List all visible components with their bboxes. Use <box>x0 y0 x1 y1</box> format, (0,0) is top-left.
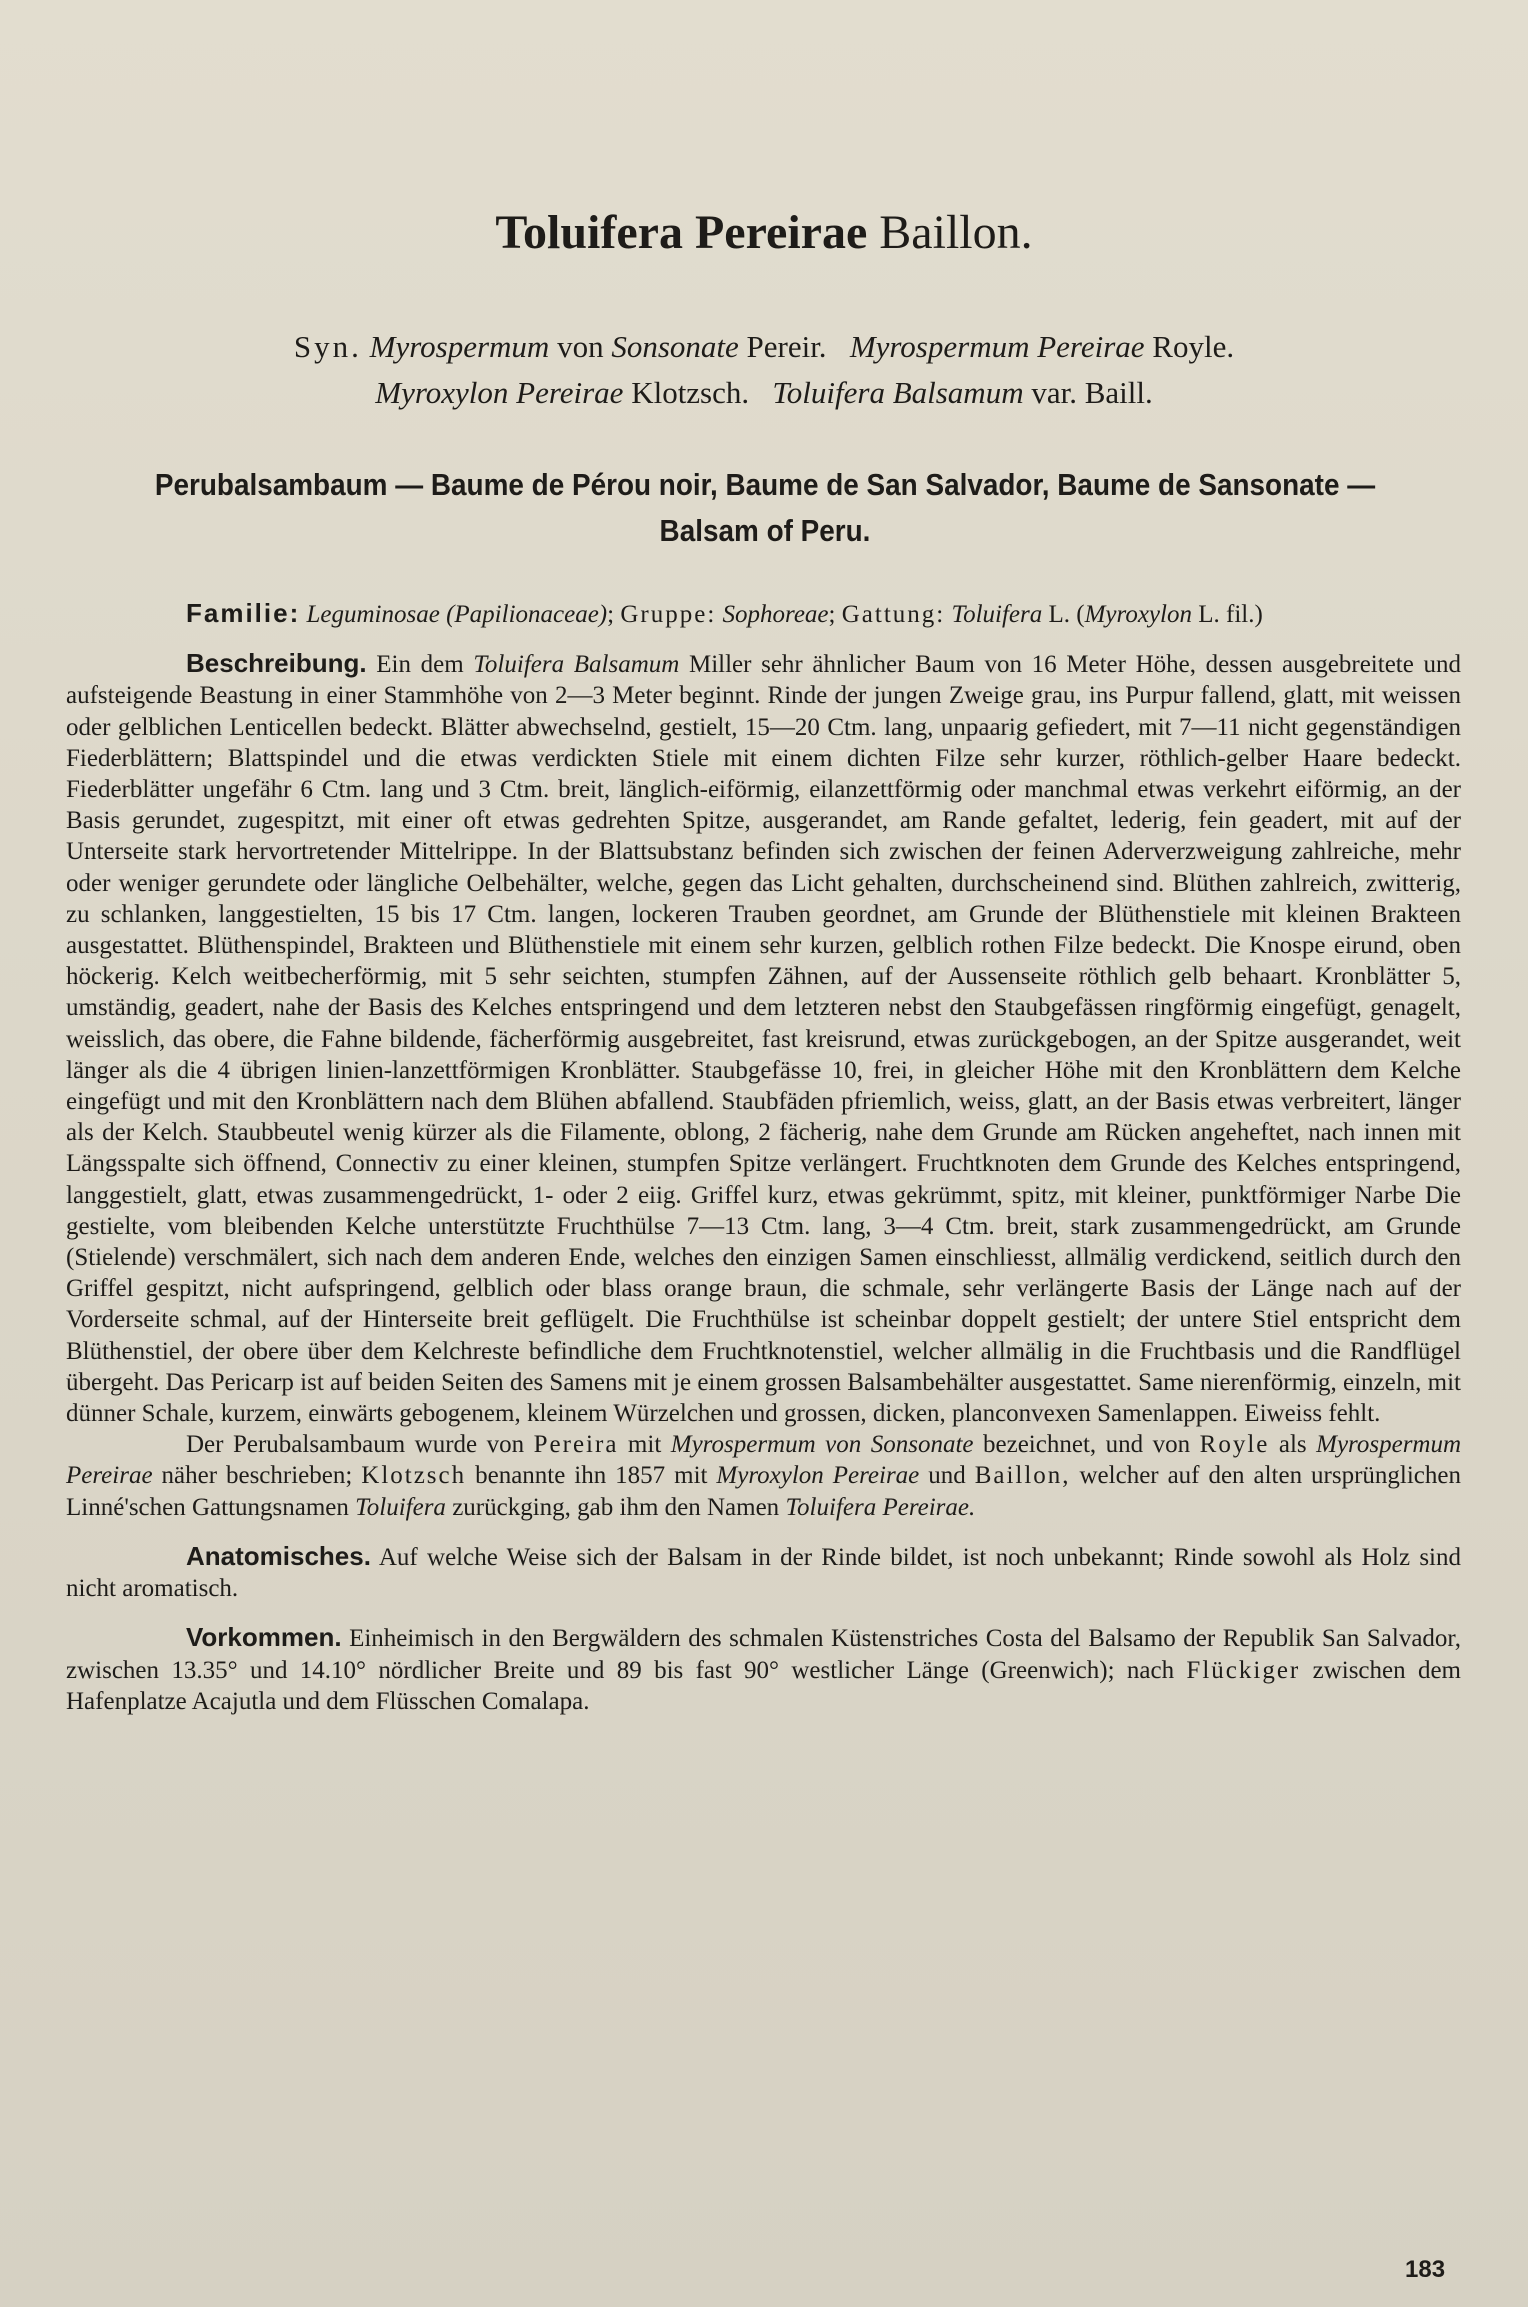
synonym-1-author: Pereir. <box>746 329 827 364</box>
naming-text-5: näher beschrieben; <box>161 1462 353 1490</box>
naming-taxon-3: Myroxylon Pereirae <box>716 1462 920 1490</box>
naming-person-1: Pereira <box>533 1431 619 1459</box>
naming-text-3: bezeichnet, und von <box>983 1431 1191 1459</box>
beschreibung-text: Miller sehr ähnlicher Baum von 16 Meter Höhe, dessen ausgebreitete und aufsteigende Beastung in einer Stammhöhe von 2—3 Meter beginnt. Rinde der jungen Zweige grau, ins Purpur fallend, glatt, mit weissen oder gelblichen Lenticellen bedeckt. Blätter abwechselnd, gestielt, 15—20 Ctm. lang, unpaarig gefiedert, mit 7—11 nicht gegenständigen Fiederblättern; Blattspindel und die etwas verdickten Stiele mit einem dichten Filze sehr kurzer, röthlich-gelber Haare bedeckt. Fiederblätter ungefähr 6 Ctm. lang und 3 Ctm. breit, länglich-eiförmig, eilanzettförmig oder manchmal etwas verkehrt eiförmig, an der Basis gerundet, zugespitzt, mit einer oft etwas gedrehten Spitze, ausgerandet, am Rande gefaltet, lederig, fein geadert, mit auf der Unterseite stark hervortretender Mittelrippe. In der Blattsubstanz befinden sich zwischen der feinen Aderverzweigung zahlreiche, mehr oder weniger gerundete oder längliche Oelbehälter, welche, gegen das Licht gehalten, durchscheinend sind. Blüthen zahlreich, zwitterig, zu schlanken, langgestielten, 15 bis 17 Ctm. langen, lockeren Trauben geordnet, am Grunde der Blüthenstiele mit kleinen Brakteen ausgestattet. Blüthenspindel, Brakteen und Blüthenstiele mit einem sehr kurzen, gelblich rothen Filze bedeckt. Die Knospe eirund, oben höckerig. Kelch weitbecherförmig, mit 5 sehr seichten, stumpfen Zähnen, auf der Aussenseite röthlich gelb behaart. Kronblätter 5, umständig, geadert, nahe der Basis des Kelches entspringend und dem letzteren nebst den Staubgefässen ringförmig eingefügt, genagelt, weisslich, das obere, die Fahne bildende, fächerförmig ausgebreitet, fast kreisrund, etwas zurückgebogen, an der Spitze ausgerandet, weit länger als die 4 übrigen linien-lanzettförmigen Kronblätter. Staubgefässe 10, frei, in gleicher Höhe mit den Kronblättern dem Kelche eingefügt und mit den Kronblättern nach dem Blühen abfallend. Staubfäden pfriemlich, weiss, glatt, an der Basis etwas verbreitert, länger als der Kelch. Staubbeutel wenig kürzer als die Filamente, oblong, 2 fächerig, nahe dem Grunde am Rücken angeheftet, nach innen mit Längsspalte sich öffnend, Connectiv zu einer kleinen, stumpfen Spitze verlängert. Fruchtknoten dem Grunde des Kelches entspringend, langgestielt, glatt, etwas zusammengedrückt, 1- oder 2 eiig. Griffel kurz, etwas gekrümmt, spitz, mit kleiner, punktförmiger Narbe Die gestielte, vom bleibenden Kelche unterstützte Fruchthülse 7—13 Ctm. lang, 3—4 Ctm. breit, stark zusammengedrückt, am Grunde (Stielende) verschmälert, sich nach dem anderen Ende, welches den einzigen Samen einschliesst, allmälig verdickend, seitlich durch den Griffel gespitzt, nicht aufspringend, gelblich oder blass orange braun, die schmale, sehr verlängerte Basis der Länge nach auf der Vorderseite schmal, auf der Hinterseite breit geflügelt. Die Fruchthülse ist scheinbar doppelt gestielt; der untere Stiel entspricht dem Blüthenstiel, der obere über dem Kelchreste befindliche dem Fruchtknotenstiel, welcher allmälig in die Fruchtbasis und die Randflügel übergeht. Das Pericarp ist auf beiden Seiten des Samens mit je einem grossen Balsambehälter ausgestattet. Same nierenförmig, einzeln, mit dünner Schale, kurzem, einwärts gebogenem, kleinem Würzelchen und grossen, dicken, planconvexen Samenlappen. Eiweiss fehlt. <box>66 651 1461 1428</box>
anatomisches-paragraph <box>66 1541 1461 1604</box>
familie-paragraph: Familie: Leguminosae (Papilionaceae); Gruppe: Sophoreae; Gattung: Toluifera L. (Myroxylon L. fil.) <box>186 598 1263 628</box>
naming-text-1: Der Perubalsambaum wurde von <box>186 1431 525 1459</box>
naming-text-9: zurückging, gab ihm den Namen <box>452 1493 780 1521</box>
familie-label: Familie: <box>186 598 301 628</box>
synonym-1-von: von <box>557 329 604 364</box>
naming-text-2: mit <box>627 1431 662 1459</box>
synonym-3: Myroxylon Pereirae <box>375 375 624 410</box>
naming-text-8: welcher auf den alten ursprünglichen Linné'schen Gattungsnamen <box>66 1462 1461 1521</box>
species-author: Baillon. <box>879 206 1033 259</box>
naming-person-3: Klotzsch <box>361 1462 467 1490</box>
syn-prefix: Syn. <box>293 329 362 364</box>
synonym-4-author: var. Baill. <box>1031 375 1153 410</box>
naming-paragraph <box>66 1429 1461 1523</box>
vorkommen-text-1: Einheimisch in den Bergwäldern des schmalen Küstenstriches Costa del Balsamo der Republik San Salvador, zwischen 13.35° und 14.10° nördlicher Breite und 89 bis fast 90° westlicher Länge (Greenwich); nach <box>66 1625 1461 1684</box>
familie-subfamily: (Papilionaceae) <box>446 601 608 628</box>
synonym-3-author: Klotzsch. <box>631 375 750 410</box>
beschreibung-intro: Ein dem <box>376 651 464 679</box>
naming-taxon-4: Toluifera <box>355 1493 446 1521</box>
beschreibung-species: Toluifera Balsamum <box>473 651 680 679</box>
vorkommen-paragraph <box>66 1622 1461 1717</box>
page-title <box>0 205 1528 260</box>
synonym-4: Toluifera Balsamum <box>772 375 1024 410</box>
gruppe-label: Gruppe: <box>620 601 717 628</box>
naming-person-2: Royle <box>1199 1431 1270 1459</box>
beschreibung-paragraph <box>66 648 1461 1429</box>
synonym-2: Myrospermum Pereirae <box>849 329 1145 364</box>
page-number: 183 <box>1405 2256 1446 2283</box>
gattung-alt-author: L. fil.) <box>1198 601 1263 628</box>
familie-family: Leguminosae <box>306 601 440 628</box>
gattung-name: Toluifera <box>951 601 1043 628</box>
vorkommen-label: Vorkommen. <box>186 1622 342 1653</box>
anatomisches-label: Anatomisches. <box>186 1540 371 1571</box>
common-names-heading <box>131 462 1400 554</box>
naming-taxon-1: Myrospermum von Sonsonate <box>670 1431 974 1459</box>
anatomisches-text: Auf welche Weise sich der Balsam in der Rinde bildet, ist noch unbekannt; Rinde sowohl als Holz sind nicht aromatisch. <box>66 1543 1461 1603</box>
gruppe-name: Sophoreae <box>722 601 829 628</box>
synonym-1: Myrospermum <box>369 329 550 364</box>
common-names-line-2: Balsam of Peru. <box>659 513 871 548</box>
naming-text-6: benannte ihn 1857 mit <box>475 1462 708 1490</box>
naming-taxon-5: Toluifera Pereirae. <box>785 1493 976 1521</box>
body-text <box>66 598 1461 1717</box>
synonyms-line-2 <box>0 371 1528 415</box>
synonyms-line-1 <box>0 325 1528 369</box>
gattung-label: Gattung: <box>841 601 946 628</box>
naming-taxon-2: Myrospermum Pereirae <box>66 1431 1462 1490</box>
vorkommen-text-2: zwischen dem Hafenplatze Acajutla und dem Flüsschen Comalapa. <box>66 1656 1461 1715</box>
naming-text-7: und <box>928 1462 966 1490</box>
synonym-1-place: Sonsonate <box>611 329 739 364</box>
synonym-2-author: Royle. <box>1152 329 1235 364</box>
gattung-author: L. ( <box>1048 601 1085 628</box>
naming-person-4: Baillon, <box>974 1462 1071 1490</box>
naming-text-4: als <box>1278 1431 1307 1459</box>
vorkommen-person: Flückiger <box>1186 1656 1301 1684</box>
gattung-alt: Myroxylon <box>1084 601 1192 628</box>
species-name: Toluifera Pereirae <box>495 206 868 259</box>
beschreibung-label: Beschreibung. <box>186 648 367 679</box>
common-names-line-1: Perubalsambaum — Baume de Pérou noir, Baume de San Salvador, Baume de Sansonate — <box>154 467 1376 502</box>
